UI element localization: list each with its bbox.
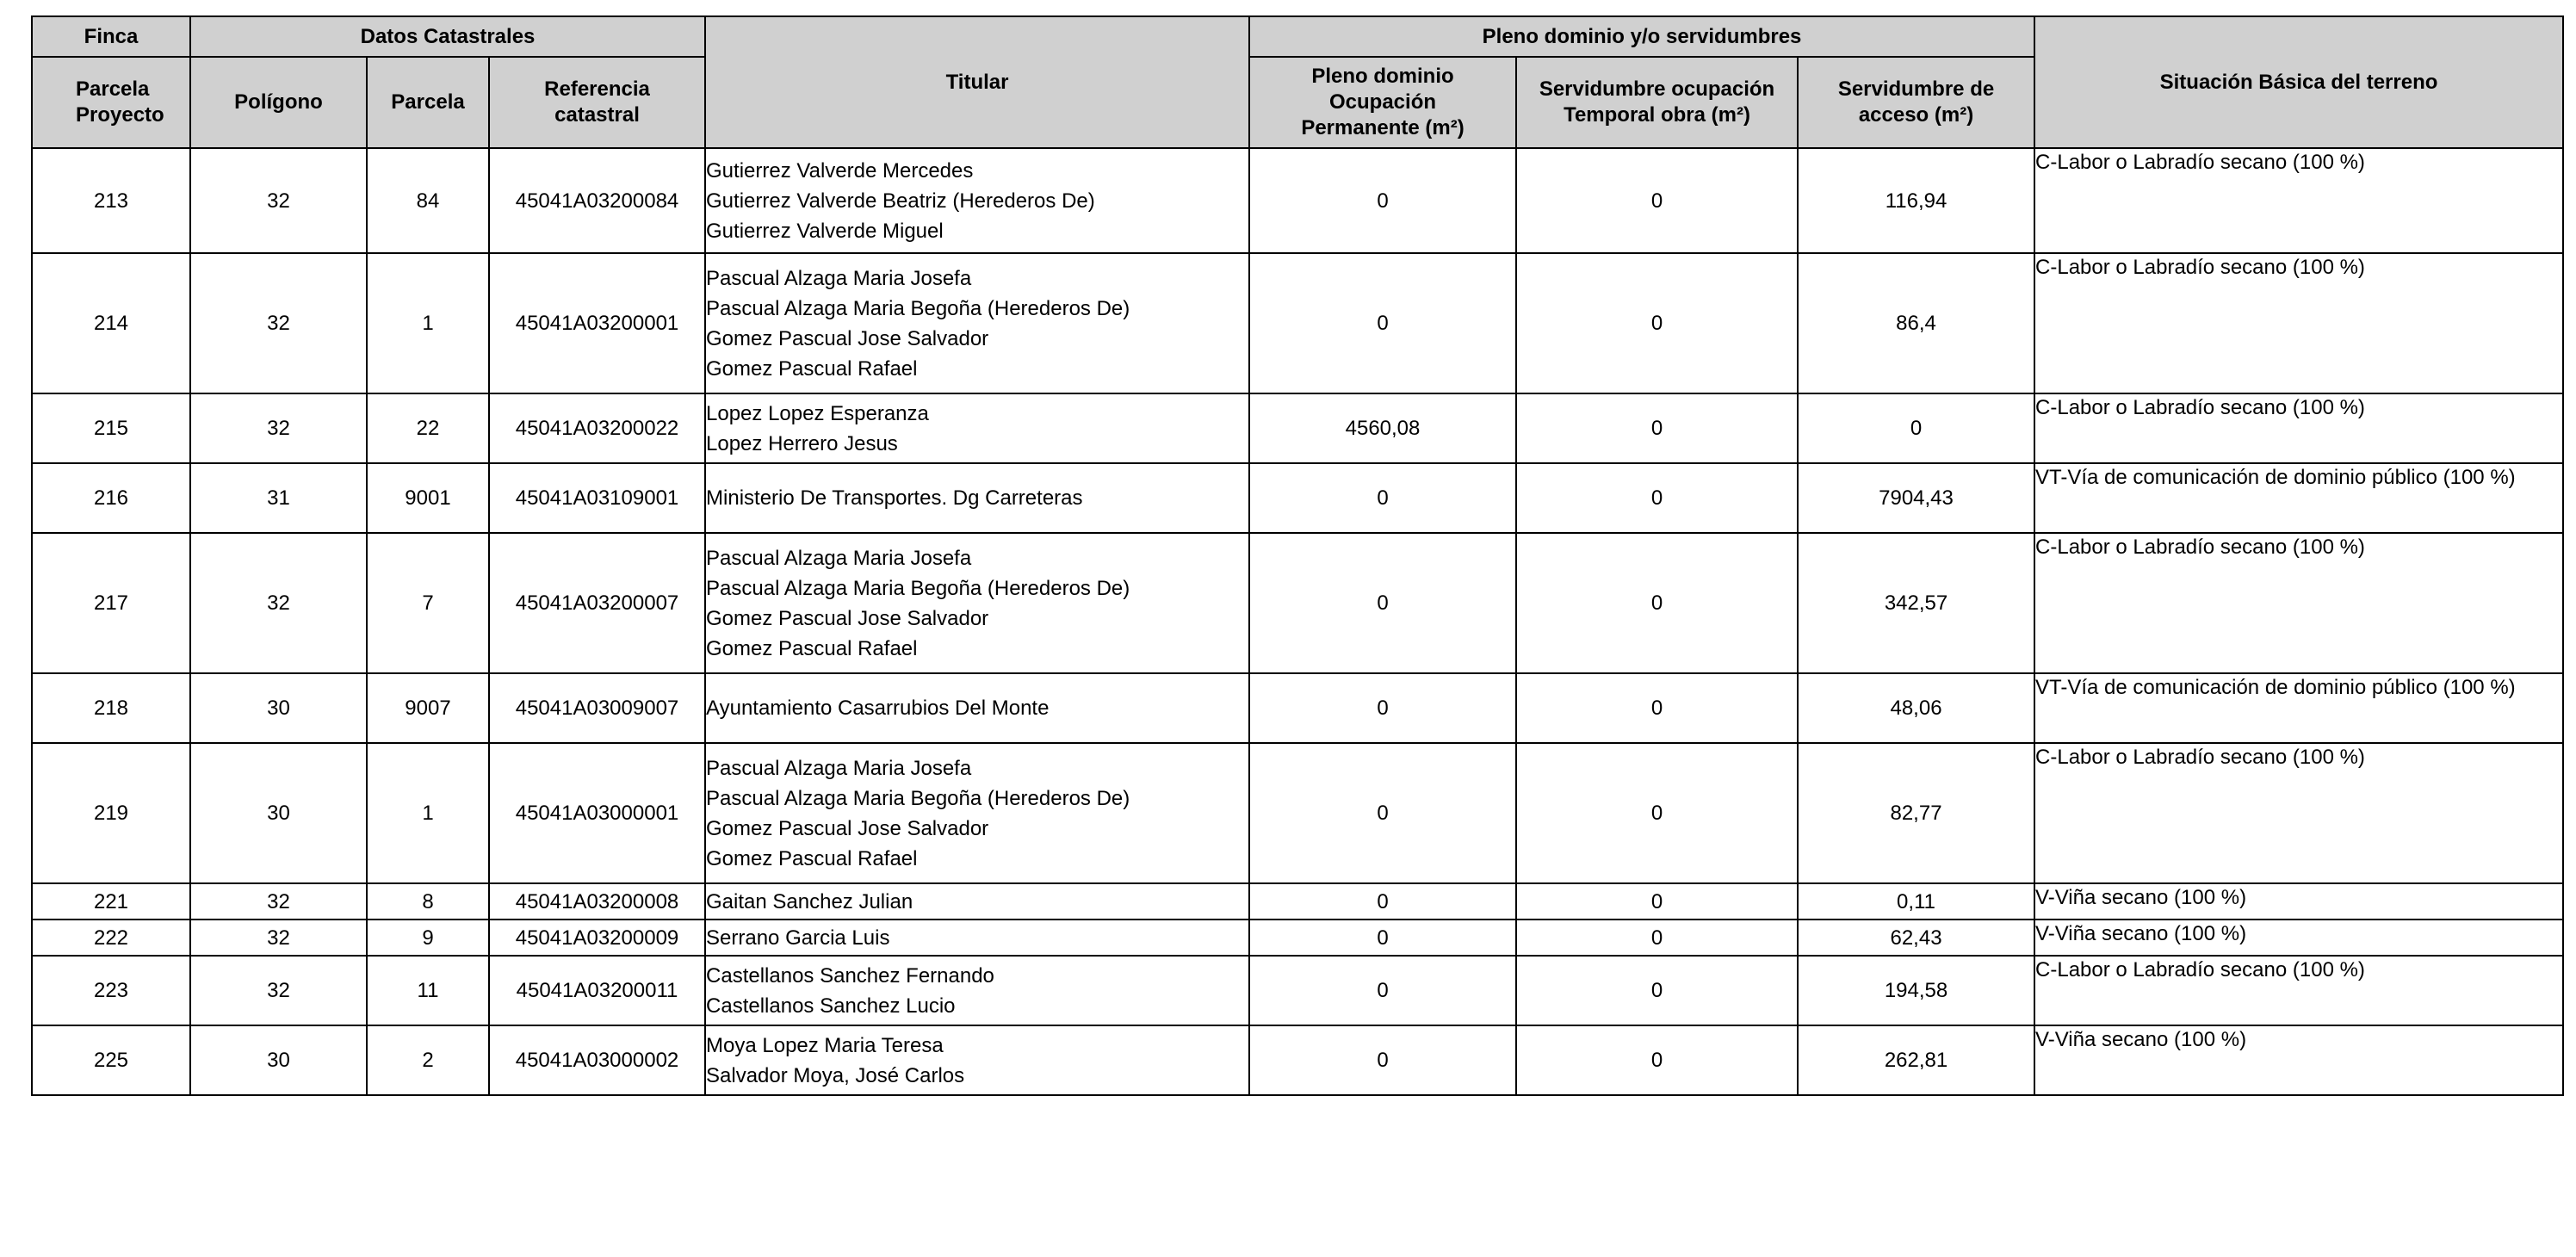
- cell-servidumbre-acceso: 0,11: [1798, 883, 2034, 920]
- cell-referencia: 45041A03200007: [489, 533, 705, 673]
- cell-finca: 213: [32, 148, 190, 253]
- titular-name: Pascual Alzaga Maria Josefa: [706, 546, 972, 570]
- cell-servidumbre-temporal: 0: [1516, 533, 1798, 673]
- cell-pleno-dominio: 0: [1249, 463, 1516, 533]
- titular-name: Gomez Pascual Jose Salvador: [706, 326, 989, 350]
- cell-parcela: 7: [367, 533, 489, 673]
- cell-situacion: VT-Vía de comunicación de dominio público (100 %): [2034, 673, 2563, 743]
- cell-titular: [705, 1025, 1249, 1095]
- cell-finca: 215: [32, 393, 190, 463]
- cell-titular: [705, 253, 1249, 393]
- cell-parcela: 84: [367, 148, 489, 253]
- cell-situacion: V-Viña secano (100 %): [2034, 1025, 2563, 1095]
- table-row: [32, 920, 2563, 956]
- cell-referencia: 45041A03200009: [489, 920, 705, 956]
- cell-pleno-dominio: 0: [1249, 743, 1516, 883]
- cell-pleno-dominio: 0: [1249, 533, 1516, 673]
- cell-pleno-dominio: 4560,08: [1249, 393, 1516, 463]
- titular-name: Gutierrez Valverde Mercedes: [706, 158, 974, 183]
- cell-situacion: C-Labor o Labradío secano (100 %): [2034, 148, 2563, 253]
- cell-servidumbre-temporal: 0: [1516, 883, 1798, 920]
- cell-referencia: 45041A03200011: [489, 956, 705, 1025]
- header-row-groups: [32, 16, 2563, 57]
- cell-referencia: 45041A03200001: [489, 253, 705, 393]
- cell-finca: 225: [32, 1025, 190, 1095]
- cell-referencia: 45041A03009007: [489, 673, 705, 743]
- titular-name: Gomez Pascual Rafael: [706, 356, 918, 381]
- cell-finca: 218: [32, 673, 190, 743]
- cell-parcela: 11: [367, 956, 489, 1025]
- table-body: [32, 148, 2563, 1095]
- titular-name: Pascual Alzaga Maria Begoña (Herederos De): [706, 576, 1130, 600]
- cell-servidumbre-temporal: 0: [1516, 148, 1798, 253]
- cell-poligono: 32: [190, 253, 367, 393]
- cell-parcela: 2: [367, 1025, 489, 1095]
- cell-poligono: 32: [190, 920, 367, 956]
- cell-poligono: 32: [190, 956, 367, 1025]
- cell-servidumbre-acceso: 194,58: [1798, 956, 2034, 1025]
- titular-name: Castellanos Sanchez Fernando: [706, 963, 994, 988]
- table-row: [32, 463, 2563, 533]
- cell-parcela: 1: [367, 253, 489, 393]
- cell-servidumbre-temporal: 0: [1516, 743, 1798, 883]
- cell-servidumbre-temporal: 0: [1516, 393, 1798, 463]
- table-row: [32, 1025, 2563, 1095]
- cell-titular: [705, 463, 1249, 533]
- cell-pleno-dominio: 0: [1249, 956, 1516, 1025]
- cell-servidumbre-acceso: 82,77: [1798, 743, 2034, 883]
- cell-situacion: C-Labor o Labradío secano (100 %): [2034, 253, 2563, 393]
- cell-referencia: 45041A03000002: [489, 1025, 705, 1095]
- cell-poligono: 30: [190, 1025, 367, 1095]
- cell-referencia: 45041A03200022: [489, 393, 705, 463]
- cell-situacion: V-Viña secano (100 %): [2034, 920, 2563, 956]
- cell-titular: [705, 956, 1249, 1025]
- titular-name: Gomez Pascual Rafael: [706, 636, 918, 660]
- table-row: [32, 253, 2563, 393]
- header-pleno-dominio-group: Pleno dominio y/o servidumbres: [1249, 16, 2034, 57]
- cell-titular: [705, 883, 1249, 920]
- titular-name: Ayuntamiento Casarrubios Del Monte: [706, 697, 1050, 720]
- cell-finca: 217: [32, 533, 190, 673]
- cell-situacion: C-Labor o Labradío secano (100 %): [2034, 393, 2563, 463]
- cell-poligono: 30: [190, 743, 367, 883]
- cell-parcela: 8: [367, 883, 489, 920]
- cell-servidumbre-temporal: 0: [1516, 463, 1798, 533]
- titular-name: Pascual Alzaga Maria Josefa: [706, 266, 972, 290]
- cell-pleno-dominio: 0: [1249, 1025, 1516, 1095]
- cell-poligono: 31: [190, 463, 367, 533]
- cell-servidumbre-temporal: 0: [1516, 956, 1798, 1025]
- cell-poligono: 32: [190, 393, 367, 463]
- cell-referencia: 45041A03200008: [489, 883, 705, 920]
- table-row: [32, 393, 2563, 463]
- cell-finca: 216: [32, 463, 190, 533]
- titular-name: Gaitan Sanchez Julian: [706, 889, 913, 913]
- cell-finca: 223: [32, 956, 190, 1025]
- table-row: [32, 956, 2563, 1025]
- cell-situacion: C-Labor o Labradío secano (100 %): [2034, 533, 2563, 673]
- cell-titular: [705, 673, 1249, 743]
- cell-finca: 214: [32, 253, 190, 393]
- header-situacion: Situación Básica del terreno: [2034, 16, 2563, 148]
- header-pleno-dominio: Pleno dominio Ocupación Permanente (m²): [1249, 57, 1516, 148]
- cell-finca: 222: [32, 920, 190, 956]
- cell-pleno-dominio: 0: [1249, 673, 1516, 743]
- titular-name: Lopez Lopez Esperanza: [706, 401, 929, 425]
- header-poligono: Polígono: [190, 57, 367, 148]
- cell-poligono: 32: [190, 533, 367, 673]
- cell-servidumbre-temporal: 0: [1516, 920, 1798, 956]
- titular-name: Pascual Alzaga Maria Begoña (Herederos De): [706, 296, 1130, 320]
- titular-name: Gutierrez Valverde Miguel: [706, 219, 944, 243]
- cell-servidumbre-acceso: 48,06: [1798, 673, 2034, 743]
- header-parcela-proyecto: Parcela Proyecto: [32, 57, 190, 148]
- cell-parcela: 9007: [367, 673, 489, 743]
- titular-name: Serrano Garcia Luis: [706, 926, 890, 950]
- cell-parcela: 9001: [367, 463, 489, 533]
- cell-pleno-dominio: 0: [1249, 883, 1516, 920]
- cell-pleno-dominio: 0: [1249, 920, 1516, 956]
- cell-pleno-dominio: 0: [1249, 148, 1516, 253]
- cell-referencia: 45041A03109001: [489, 463, 705, 533]
- cell-servidumbre-acceso: 7904,43: [1798, 463, 2034, 533]
- titular-name: Ministerio De Transportes. Dg Carreteras: [706, 486, 1083, 510]
- cell-finca: 219: [32, 743, 190, 883]
- cell-referencia: 45041A03200084: [489, 148, 705, 253]
- cell-situacion: C-Labor o Labradío secano (100 %): [2034, 743, 2563, 883]
- table-row: [32, 673, 2563, 743]
- cell-situacion: VT-Vía de comunicación de dominio público (100 %): [2034, 463, 2563, 533]
- cell-situacion: V-Viña secano (100 %): [2034, 883, 2563, 920]
- cell-titular: [705, 743, 1249, 883]
- cell-servidumbre-acceso: 342,57: [1798, 533, 2034, 673]
- table-row: [32, 148, 2563, 253]
- table-row: [32, 533, 2563, 673]
- table-row: [32, 883, 2563, 920]
- cell-poligono: 32: [190, 148, 367, 253]
- titular-name: Gutierrez Valverde Beatriz (Herederos De): [706, 189, 1095, 213]
- cell-parcela: 22: [367, 393, 489, 463]
- cell-situacion: C-Labor o Labradío secano (100 %): [2034, 956, 2563, 1025]
- cell-servidumbre-temporal: 0: [1516, 673, 1798, 743]
- cell-servidumbre-temporal: 0: [1516, 1025, 1798, 1095]
- cell-titular: [705, 920, 1249, 956]
- cell-referencia: 45041A03000001: [489, 743, 705, 883]
- titular-name: Gomez Pascual Jose Salvador: [706, 816, 989, 840]
- cell-titular: [705, 533, 1249, 673]
- titular-name: Moya Lopez Maria Teresa: [706, 1033, 944, 1057]
- parcel-table: [31, 15, 2564, 1096]
- titular-name: Lopez Herrero Jesus: [706, 431, 898, 455]
- titular-name: Gomez Pascual Rafael: [706, 846, 918, 870]
- table-row: [32, 743, 2563, 883]
- cell-titular: [705, 148, 1249, 253]
- titular-name: Salvador Moya, José Carlos: [706, 1063, 965, 1087]
- header-finca: Finca: [32, 16, 190, 57]
- header-servidumbre-temporal: Servidumbre ocupación Temporal obra (m²): [1516, 57, 1798, 148]
- titular-name: Pascual Alzaga Maria Josefa: [706, 756, 972, 780]
- header-titular: Titular: [705, 16, 1249, 148]
- cell-servidumbre-acceso: 86,4: [1798, 253, 2034, 393]
- cell-servidumbre-acceso: 262,81: [1798, 1025, 2034, 1095]
- titular-name: Pascual Alzaga Maria Begoña (Herederos De): [706, 786, 1130, 810]
- header-servidumbre-acceso: Servidumbre de acceso (m²): [1798, 57, 2034, 148]
- cell-pleno-dominio: 0: [1249, 253, 1516, 393]
- cell-servidumbre-temporal: 0: [1516, 253, 1798, 393]
- cell-poligono: 32: [190, 883, 367, 920]
- cell-servidumbre-acceso: 62,43: [1798, 920, 2034, 956]
- cell-servidumbre-acceso: 116,94: [1798, 148, 2034, 253]
- titular-name: Castellanos Sanchez Lucio: [706, 994, 956, 1018]
- header-parcela: Parcela: [367, 57, 489, 148]
- header-datos-catastrales: Datos Catastrales: [190, 16, 705, 57]
- cell-servidumbre-acceso: 0: [1798, 393, 2034, 463]
- cell-poligono: 30: [190, 673, 367, 743]
- cell-parcela: 1: [367, 743, 489, 883]
- cell-finca: 221: [32, 883, 190, 920]
- header-referencia: Referencia catastral: [489, 57, 705, 148]
- titular-name: Gomez Pascual Jose Salvador: [706, 606, 989, 630]
- cell-parcela: 9: [367, 920, 489, 956]
- cell-titular: [705, 393, 1249, 463]
